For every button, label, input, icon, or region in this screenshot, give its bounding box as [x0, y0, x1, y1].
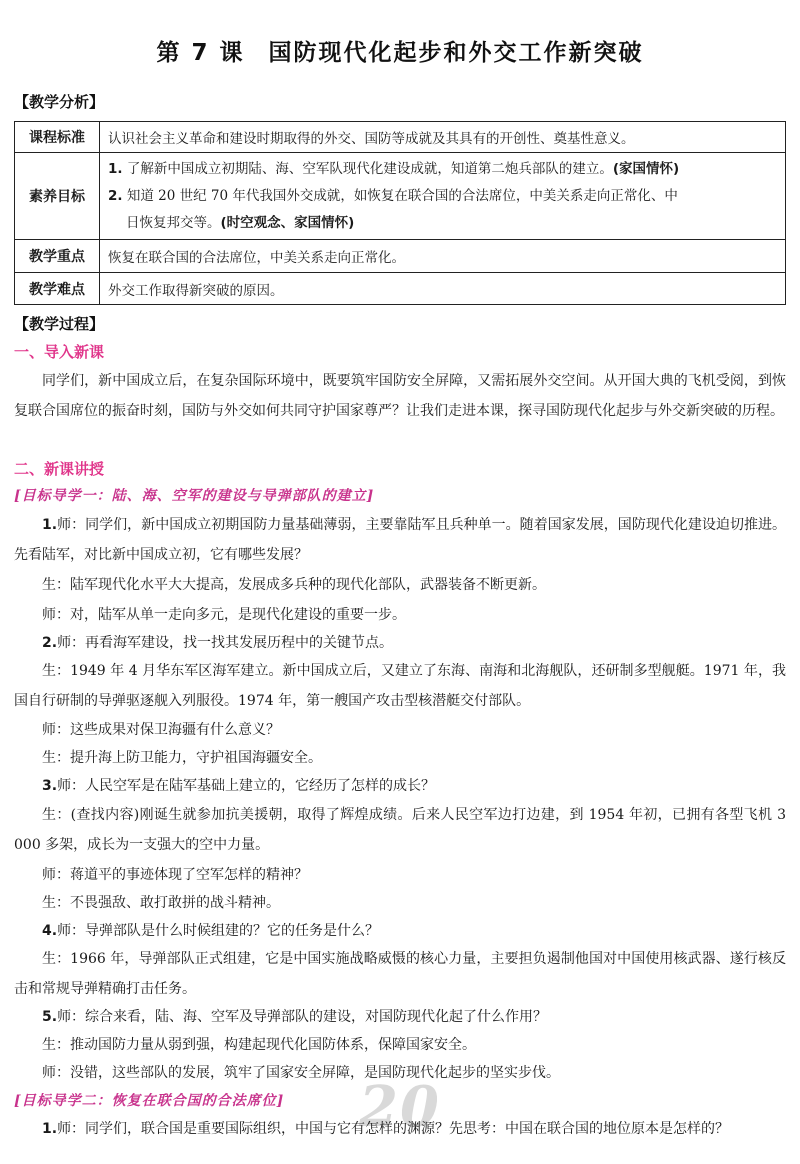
table-row: [15, 240, 786, 273]
paragraph: 2.师：再看海军建设，找一找其发展历程中的关键节点。: [42, 635, 394, 651]
paragraph: 生：1949 年 4 月华东军区海军建立。新中国成立后，又建立了东海、南海和北海舰队，还研制多型舰艇。1971 年，我国自行研制的导弹驱逐舰入列服役。1974 年，第一艘国产攻击型核潜艇交付部队。: [14, 663, 786, 709]
row-label: 教学重点: [15, 240, 100, 273]
intro-heading: 一、导入新课: [14, 343, 105, 361]
paragraph: 4.师：导弹部队是什么时候组建的？它的任务是什么？: [42, 923, 380, 939]
page-number: 20: [359, 1074, 441, 1140]
lesson-name: 国防现代化起步和外交工作新突破: [268, 40, 644, 66]
paragraph: 师：蒋道平的事迹体现了空军怎样的精神？: [42, 867, 308, 883]
lesson-number: 第 7 课: [156, 40, 245, 66]
paragraph: 师：对，陆军从单一走向多元，是现代化建设的重要一步。: [42, 607, 406, 623]
paragraph: 师：这些成果对保卫海疆有什么意义？: [42, 722, 280, 738]
teaching-analysis-heading: 【教学分析】: [14, 93, 105, 111]
table-row: [15, 273, 786, 305]
paragraph: 1.师：同学们，新中国成立初期国防力量基础薄弱，主要靠陆军且兵种单一。随着国家发展，国防现代化建设迫切推进。先看陆军，对比新中国成立初，它有哪些发展？: [14, 517, 786, 563]
paragraph: 生：推动国防力量从弱到强，构建起现代化国防体系，保障国家安全。: [42, 1037, 476, 1053]
teaching-analysis-table: [14, 121, 786, 305]
paragraph: 1.师：同学们，联合国是重要国际组织，中国与它有怎样的渊源？先思考：中国在联合国的地位原本是怎样的？: [42, 1121, 730, 1137]
row-content: 外交工作取得新突破的原因。: [100, 273, 786, 305]
row-content: 认识社会主义革命和建设时期取得的外交、国防等成就及其具有的开创性、奠基性意义。: [100, 122, 786, 153]
paragraph: 生：1966 年，导弹部队正式组建，它是中国实施战略威慑的核心力量，主要担负遏制他国对中国使用核武器、遂行核反击和常规导弹精确打击任务。: [14, 951, 786, 997]
intro-paragraph: 同学们，新中国成立后，在复杂国际环境中，既要筑牢国防安全屏障，又需拓展外交空间。从开国大典的飞机受阅，到恢复联合国席位的振奋时刻，国防与外交如何共同守护国家尊严？让我们走进本课，探寻国防现代化起步与外交新突破的历程。: [14, 373, 786, 419]
teaching-process-heading: 【教学过程】: [14, 315, 105, 333]
paragraph: 生：提升海上防卫能力，守护祖国海疆安全。: [42, 750, 322, 766]
lesson-title: [0, 34, 800, 67]
row-content: [100, 153, 786, 240]
row-label: 素养目标: [15, 153, 100, 240]
row-label: 课程标准: [15, 122, 100, 153]
paragraph: 3.师：人民空军是在陆军基础上建立的，它经历了怎样的成长？: [42, 778, 436, 794]
paragraph: 5.师：综合来看，陆、海、空军及导弹部队的建设，对国防现代化起了什么作用？: [42, 1009, 548, 1025]
row-content: 恢复在联合国的合法席位，中美关系走向正常化。: [100, 240, 786, 273]
paragraph: 生：不畏强敌、敢打敢拼的战斗精神。: [42, 895, 280, 911]
table-row: [15, 122, 786, 153]
goal-banner-1: [目标导学一：陆、海、空军的建设与导弹部队的建立]: [14, 488, 375, 504]
goal-item: 2. 知道 20 世纪 70 年代我国外交成就，如恢复在联合国的合法席位，中美关系走向正常化、中: [108, 187, 678, 204]
goal-item: 1. 了解新中国成立初期陆、海、空军队现代化建设成就，知道第二炮兵部队的建立。(家国情怀): [108, 160, 680, 177]
paragraph: 师：没错，这些部队的发展，筑牢了国家安全屏障，是国防现代化起步的坚实步伐。: [42, 1065, 560, 1081]
paragraph: 生：(查找内容)刚诞生就参加抗美援朝，取得了辉煌成绩。后来人民空军边打边建，到 1954 年初，已拥有各型飞机 3 000 多架，成长为一支强大的空中力量。: [14, 807, 786, 853]
new-lesson-heading: 二、新课讲授: [14, 460, 105, 478]
paragraph: 生：陆军现代化水平大大提高，发展成多兵种的现代化部队，武器装备不断更新。: [42, 577, 546, 593]
table-row: [15, 153, 786, 240]
row-label: 教学难点: [15, 273, 100, 305]
goal-banner-2: [目标导学二：恢复在联合国的合法席位]: [14, 1093, 285, 1109]
goal-item-continued: 日恢复邦交等。(时空观念、家国情怀): [126, 214, 355, 231]
